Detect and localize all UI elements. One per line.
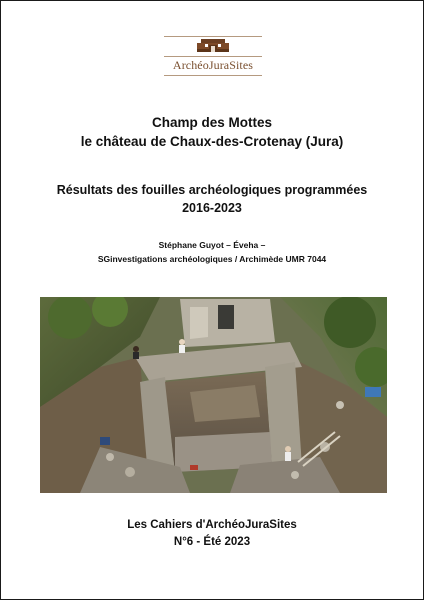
logo-bottom-rule	[164, 75, 262, 76]
subtitle-line-1: Résultats des fouilles archéologiques programmées	[56, 183, 368, 197]
logo-middle-rule	[164, 56, 262, 57]
castle-ruin-logo-icon	[164, 36, 262, 56]
subtitle-line-2: 2016-2023	[182, 201, 242, 215]
title-line-2: le château de Chaux-des-Crotenay (Jura)	[80, 134, 344, 149]
title-line-1: Champ des Mottes	[151, 115, 273, 130]
logo-top-rule	[164, 36, 262, 37]
logo-wordmark: ArchéoJuraSites	[172, 58, 254, 72]
series-issue: N°6 - Été 2023	[173, 536, 251, 548]
authors-line-2: SGinvestigations archéologiques / Archimède UMR 7044	[97, 254, 327, 264]
archeojurasites-logo	[164, 36, 262, 76]
series-title: Les Cahiers d'ArchéoJuraSites	[127, 519, 297, 531]
authors-line-1: Stéphane Guyot – Éveha –	[158, 240, 266, 250]
excavation-site-photo	[40, 297, 387, 493]
